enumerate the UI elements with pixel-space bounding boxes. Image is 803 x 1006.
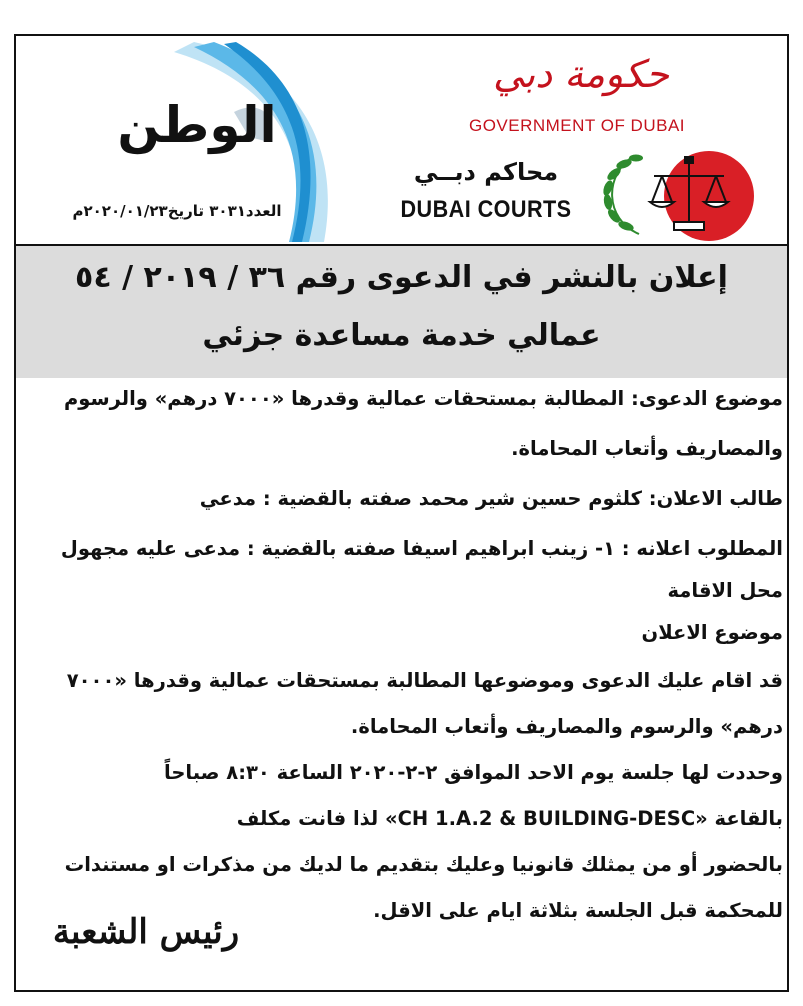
issue-line: العدد٣٠٣١ تاريخ٢٠٢٠/٠١/٢٣م: [72, 202, 282, 220]
body-line: درهم» والرسوم والمصاريف وأتعاب المحاماة.: [350, 715, 783, 738]
alwatan-logo: [24, 42, 344, 242]
body-line: بالقاعة «CH 1.A.2 & BUILDING-DESC» لذا فانت مكلف: [236, 807, 783, 830]
courts-arabic-name: محاكم دبــي: [413, 158, 559, 186]
announcement-frame: [14, 34, 789, 992]
signature: رئيس الشعبة: [52, 912, 240, 952]
case-title: إعلان بالنشر في الدعوى رقم ٣٦ / ٢٠١٩ / ٥٤: [75, 260, 728, 295]
header: [16, 36, 787, 244]
courts-english-name: DUBAI COURTS: [400, 196, 572, 223]
body-line: بالحضور أو من يمثلك قانونيا وعليك بتقديم ما لديك من مذكرات او مستندات: [64, 853, 783, 876]
scales-of-justice-icon: [594, 144, 774, 244]
newspaper-name: الوطن: [117, 96, 277, 154]
body-line: موضوع الدعوى: المطالبة بمستحقات عمالية وقدرها «٧٠٠٠ درهم» والرسوم: [63, 387, 783, 410]
body-line: قد اقام عليك الدعوى وموضوعها المطالبة بمستحقات عمالية وقدرها «٧٠٠٠: [66, 669, 783, 692]
title-band: [16, 244, 787, 378]
gov-english-name: GOVERNMENT OF DUBAI: [468, 116, 686, 135]
body-line: المطلوب اعلانه : ١- زينب ابراهيم اسيفا صفته بالقضية : مدعى عليه مجهول: [60, 537, 783, 560]
body-line: للمحكمة قبل الجلسة بثلاثة ايام على الاقل.: [373, 899, 783, 922]
dubai-courts-logo: [376, 144, 776, 244]
body-line: محل الاقامة: [667, 579, 783, 602]
body-line: طالب الاعلان: كلثوم حسين شير محمد صفته بالقضية : مدعي: [199, 487, 783, 510]
case-subtitle: عمالي خدمة مساعدة جزئي: [202, 318, 601, 353]
body-line: والمصاريف وأتعاب المحاماة.: [511, 437, 783, 460]
body-line: وحددت لها جلسة يوم الاحد الموافق ٢-٢-٢٠٢٠ الساعة ٨:٣٠ صباحاً: [164, 761, 783, 784]
gov-arabic-name: حكومة دبي: [492, 52, 670, 96]
government-of-dubai-logo: [436, 46, 706, 146]
body-line: موضوع الاعلان: [641, 621, 783, 644]
